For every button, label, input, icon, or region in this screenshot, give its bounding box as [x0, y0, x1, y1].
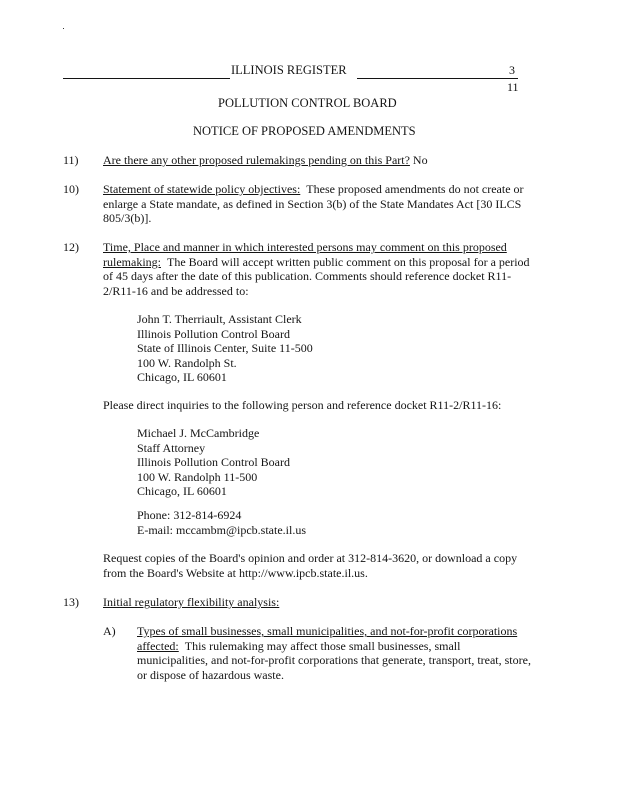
item-13a-label-1: Types of small businesses, small municipalities, and not-for-profit corporations — [137, 624, 518, 638]
copies-line-2[interactable]: from the Board's Website at http://www.ipcb.state.il.us. — [103, 565, 368, 580]
attorney-address-line: Illinois Pollution Control Board — [137, 455, 291, 470]
item-13a-letter: A) — [103, 624, 116, 638]
attorney-address-line: Chicago, IL 60601 — [137, 484, 227, 499]
attorney-address-line: 100 W. Randolph 11-500 — [137, 469, 258, 484]
attorney-phone: Phone: 312-814-6924 — [137, 508, 242, 522]
issue-number: 11 — [507, 80, 519, 94]
item-10-line-2: enlarge a State mandate, as defined in Section 3(b) of the State Mandates Act [30 ILCS — [103, 196, 522, 211]
item-10-number: 10) — [63, 182, 79, 196]
item-10-line-1: These proposed amendments do not create or — [306, 182, 524, 196]
item-12-number: 12) — [63, 240, 79, 254]
item-10-line-3: 805/3(b)]. — [103, 211, 152, 226]
item-13-label: Initial regulatory flexibility analysis: — [103, 595, 280, 609]
inquiry-intro: Please direct inquiries to the following person and reference docket R11-2/R11-16: — [103, 398, 502, 412]
item-12-label-1: Time, Place and manner in which interested persons may comment on this proposed — [103, 240, 507, 254]
page-number: 3 — [509, 63, 515, 77]
item-13a-line-2: municipalities, and not-for-profit corporations that generate, transport, treat, store, — [137, 653, 531, 668]
item-11-answer: No — [412, 153, 428, 167]
copies-line-1: Request copies of the Board's opinion and order at 312-814-3620, or download a copy — [103, 551, 518, 565]
clerk-address-line: State of Illinois Center, Suite 11-500 — [137, 341, 313, 356]
clerk-address-line: John T. Therriault, Assistant Clerk — [137, 312, 302, 326]
header-rule-right — [357, 78, 518, 79]
item-13-number: 13) — [63, 595, 79, 609]
item-12-label-2: rulemaking: — [103, 254, 161, 269]
attorney-email[interactable]: E-mail: mccambm@ipcb.state.il.us — [137, 522, 307, 537]
item-12-line-3: 2/R11-16 and be addressed to: — [103, 283, 249, 298]
register-title: ILLINOIS REGISTER — [231, 63, 347, 77]
attorney-address — [137, 426, 290, 499]
item-12-line-1: The Board will accept written public comment on this proposal for a period — [166, 254, 530, 269]
item-12-line-2: of 45 days after the date of this publication. Comments should reference docket R11- — [103, 269, 512, 284]
item-12 — [103, 240, 530, 298]
item-10-label: Statement of statewide policy objectives: — [103, 182, 301, 196]
item-11 — [103, 153, 428, 168]
item-13a-label-2: affected: — [137, 638, 179, 653]
item-10 — [103, 182, 524, 226]
clerk-address-line: 100 W. Randolph St. — [137, 355, 237, 370]
attorney-contact — [137, 508, 306, 537]
item-11-number: 11) — [63, 153, 79, 167]
item-13a — [137, 624, 531, 682]
notice-title: NOTICE OF PROPOSED AMENDMENTS — [193, 124, 416, 138]
attorney-address-line: Michael J. McCambridge — [137, 426, 260, 440]
scan-speck — [63, 28, 64, 29]
copies-request — [103, 551, 517, 580]
clerk-address-line: Chicago, IL 60601 — [137, 370, 227, 385]
agency-title: POLLUTION CONTROL BOARD — [218, 96, 397, 110]
item-11-label: Are there any other proposed rulemakings pending on this Part? — [103, 153, 410, 167]
attorney-address-line: Staff Attorney — [137, 440, 206, 455]
header-rule-left — [63, 78, 230, 79]
clerk-address — [137, 312, 313, 385]
item-13a-line-3: or dispose of hazardous waste. — [137, 667, 284, 682]
clerk-address-line: Illinois Pollution Control Board — [137, 326, 291, 341]
item-13a-line-1: This rulemaking may affect those small businesses, small — [184, 638, 461, 653]
